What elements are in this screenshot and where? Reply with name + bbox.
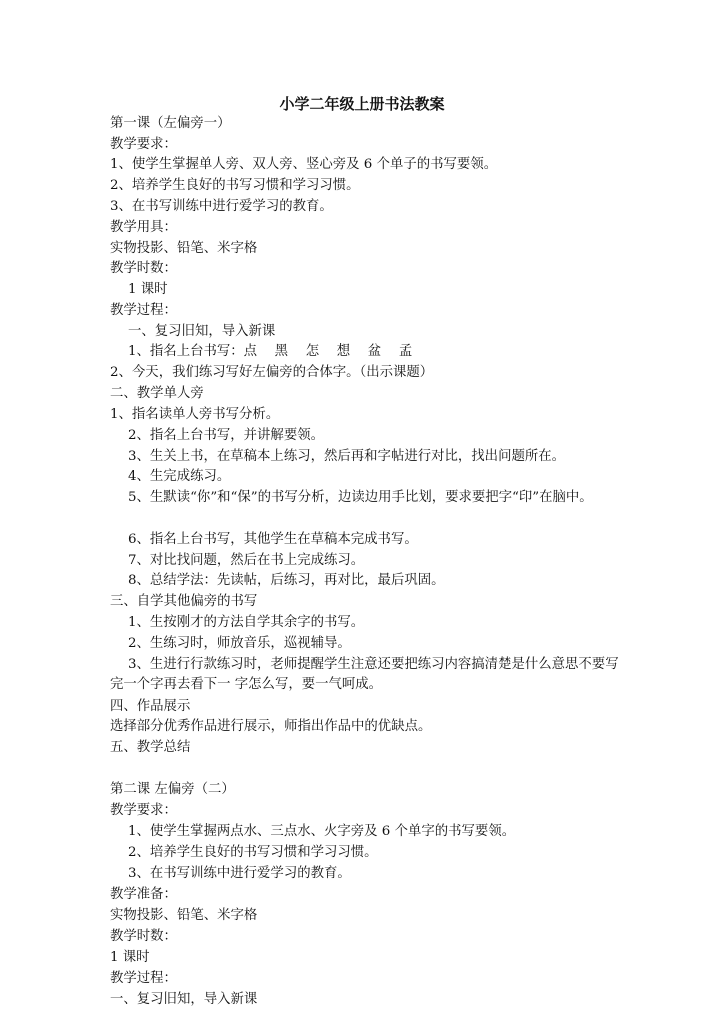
lesson1-section-2-item-3: 3、生关上书，在草稿本上练习，然后再和字帖进行对比，找出问题所在。 <box>128 449 566 464</box>
lesson1-section-2: 二、教学单人旁 <box>110 386 204 401</box>
lesson2-req-label: 教学要求： <box>110 803 177 818</box>
lesson2-time-label: 教学时数： <box>110 929 177 944</box>
lesson1-req-label: 教学要求： <box>110 137 177 152</box>
lesson2-prep: 实物投影、铅笔、米字格 <box>110 908 258 923</box>
document-title: 小学二年级上册书法教案 <box>279 95 445 113</box>
lesson1-section-2-item-7: 7、对比找问题，然后在书上完成练习。 <box>128 553 365 568</box>
lesson1-section-2-item-8: 8、总结学法：先读帖，后练习，再对比，最后巩固。 <box>128 573 445 588</box>
lesson1-section-3: 三、自学其他偏旁的书写 <box>110 594 258 609</box>
lesson1-req-3: 3、在书写训练中进行爱学习的教育。 <box>110 199 333 214</box>
lesson1-time: 1 课时 <box>128 282 168 297</box>
lesson2-prep-label: 教学准备： <box>110 887 177 902</box>
lesson1-section-2-item-1: 1、指名读单人旁书写分析。 <box>110 407 280 422</box>
lesson1-section-2-item-2: 2、指名上台书写，并讲解要领。 <box>128 428 324 443</box>
lesson2-heading: 第二课 左偏旁（二） <box>110 782 235 797</box>
lesson2-time: 1 课时 <box>110 950 150 965</box>
lesson1-time-label: 教学时数： <box>110 261 177 276</box>
lesson1-section-1: 一、复习旧知，导入新课 <box>128 324 276 339</box>
lesson1-process-label: 教学过程： <box>110 303 177 318</box>
lesson1-tools: 实物投影、铅笔、米字格 <box>110 241 258 256</box>
lesson1-section-4-item-1: 选择部分优秀作品进行展示，师指出作品中的优缺点。 <box>110 719 432 734</box>
lesson2-req-1: 1、使学生掌握两点水、三点水、火字旁及 6 个单字的书写要领。 <box>128 824 516 839</box>
lesson1-req-1: 1、使学生掌握单人旁、双人旁、竖心旁及 6 个单子的书写要领。 <box>110 157 498 172</box>
lesson1-section-4: 四、作品展示 <box>110 699 191 714</box>
lesson1-section-1-item-2: 2、今天，我们练习写好左偏旁的合体字。（出示课题） <box>110 365 434 380</box>
lesson1-section-3-item-3: 3、生进行行款练习时，老师提醒学生注意还要把练习内容搞清楚是什么意思不要写完一个字再去看下一 字怎么写，要一气呵成。 <box>110 657 619 692</box>
lesson2-req-3: 3、在书写训练中进行爱学习的教育。 <box>128 866 351 881</box>
lesson2-req-2: 2、培养学生良好的书写习惯和学习习惯。 <box>128 845 378 860</box>
lesson2-process-label: 教学过程： <box>110 971 177 986</box>
lesson1-section-3-item-2: 2、生练习时，师放音乐，巡视辅导。 <box>128 636 351 651</box>
lesson1-section-2-item-6: 6、指名上台书写，其他学生在草稿本完成书写。 <box>128 532 418 547</box>
lesson1-section-2-item-5: 5、生默读“你”和“保”的书写分析，边读边用手比划，要求要把字“印”在脑中。 <box>128 490 593 505</box>
lesson1-section-3-item-1: 1、生按刚才的方法自学其余字的书写。 <box>128 615 365 630</box>
lesson1-req-2: 2、培养学生良好的书写习惯和学习习惯。 <box>110 178 360 193</box>
lesson2-section-1: 一、复习旧知，导入新课 <box>110 992 258 1007</box>
lesson1-section-1-item-1: 1、指名上台书写：点 黑 怎 想 盆 孟 <box>128 344 413 359</box>
lesson1-heading: 第一课（左偏旁一） <box>110 116 231 131</box>
lesson1-tools-label: 教学用具： <box>110 220 177 235</box>
lesson1-section-5: 五、教学总结 <box>110 740 191 755</box>
lesson1-section-2-item-4: 4、生完成练习。 <box>128 469 231 484</box>
